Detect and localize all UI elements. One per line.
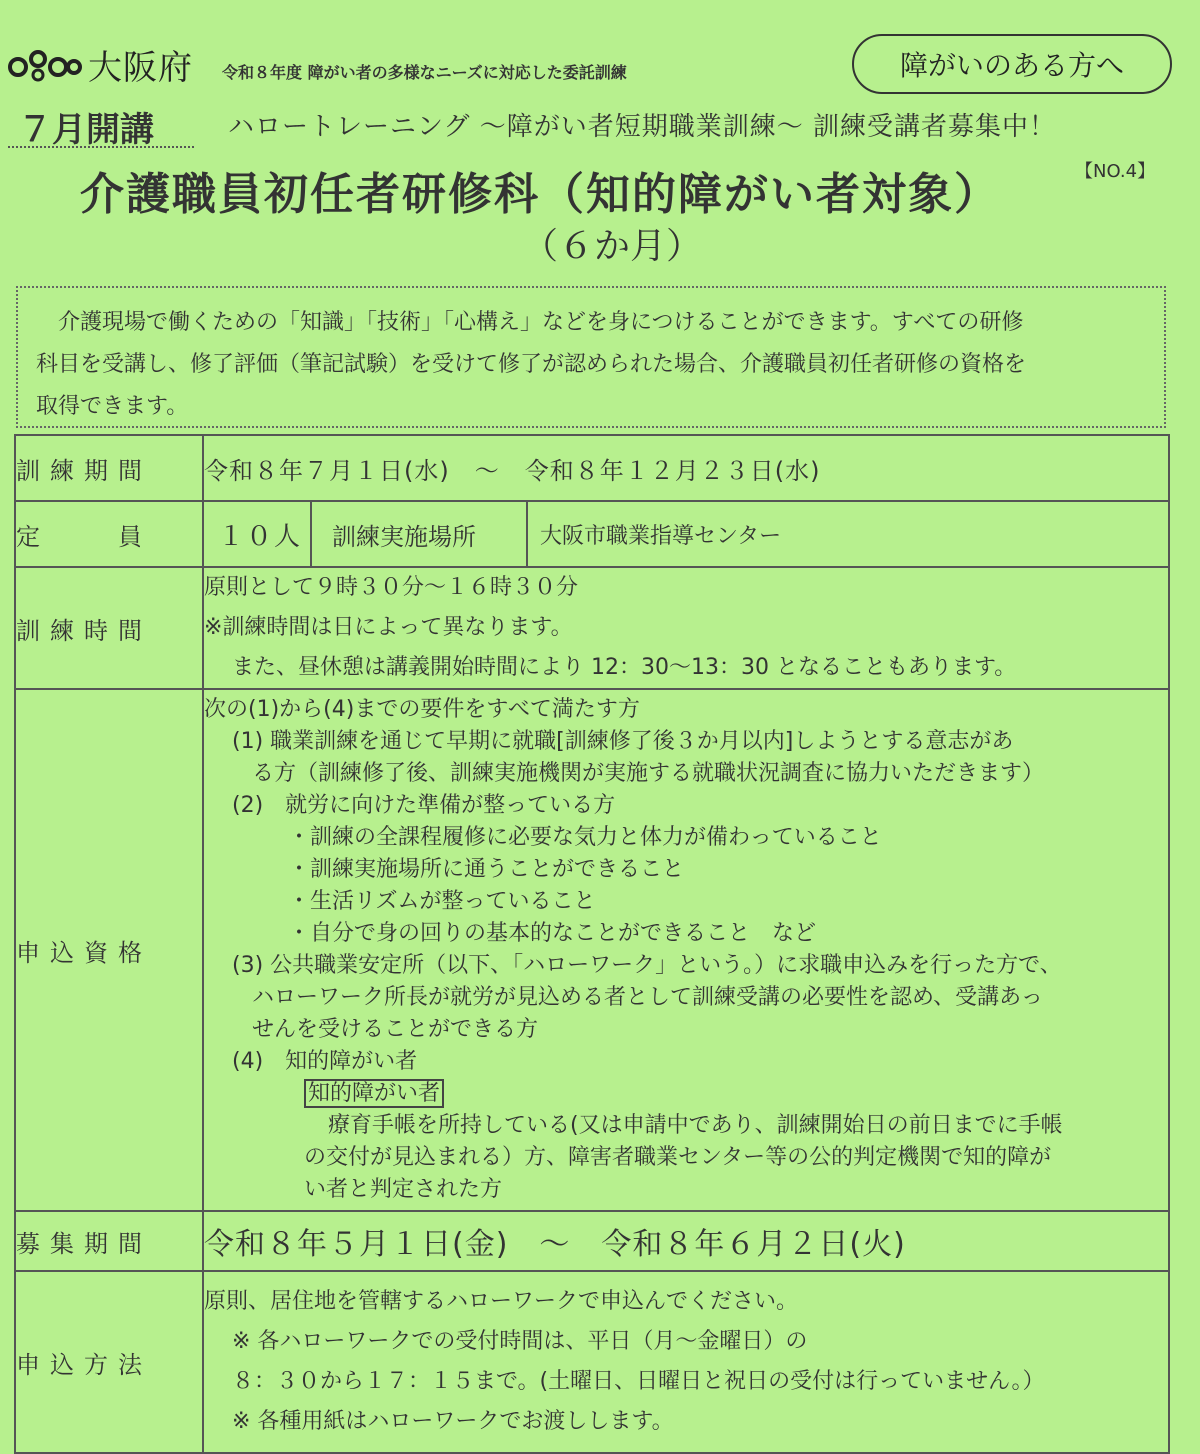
application-line-2: ※ 各ハローワークでの受付時間は、平日（月～金曜日）の — [232, 1329, 808, 1354]
training-hours-line-2: ※訓練時間は日によって異なります。 — [204, 615, 573, 640]
org-name: 大阪府 — [88, 48, 193, 88]
eligibility-definition-title: 知的障がい者 — [304, 1079, 444, 1108]
application-line-1: 原則、居住地を管轄するハローワークで申込んでください。 — [204, 1289, 799, 1314]
eligibility-bullet-1: ・訓練の全課程履修に必要な気力と体力が備わっていること — [288, 825, 882, 850]
course-info-table — [14, 434, 1170, 1454]
eligibility-cell — [203, 689, 1169, 1211]
training-hours-label: 訓練時間 — [15, 567, 203, 689]
eligibility-bullet-4: ・自分で身の回りの基本的なことができること など — [288, 921, 817, 946]
row-capacity — [15, 501, 1169, 567]
eligibility-definition-c: い者と判定された方 — [304, 1177, 503, 1202]
recruitment-period-label: 募集期間 — [15, 1211, 203, 1271]
training-hours-line-1: 原則として９時３０分～１６時３０分 — [204, 575, 579, 600]
osaka-prefecture-logo — [8, 40, 193, 89]
eligibility-definition-a: 療育手帳を所持している(又は申請中であり、訓練開始日の前日までに手帳 — [328, 1113, 1063, 1138]
intro-line-3: 取得できます。 — [36, 394, 189, 419]
eligibility-item-3b: ハローワーク所長が就労が見込める者として訓練受講の必要性を認め、受講あっ — [252, 985, 1043, 1010]
eligibility-item-4: (4) 知的障がい者 — [232, 1049, 418, 1074]
row-eligibility — [15, 689, 1169, 1211]
intro-line-2: 科目を受講し、修了評価（筆記試験）を受けて修了が認められた場合、介護職員初任者研修の資格を — [36, 352, 1027, 377]
eligibility-item-2: (2) 就労に向けた準備が整っている方 — [232, 793, 616, 818]
recruitment-period-value: 令和８年５月１日(金) ～ 令和８年６月２日(火) — [203, 1211, 1169, 1271]
audience-badge: 障がいのある方へ — [852, 34, 1172, 94]
application-line-4: ※ 各種用紙はハローワークでお渡しします。 — [232, 1409, 674, 1434]
capacity-label: 定 員 — [15, 501, 203, 567]
program-subtitle: 令和８年度 障がい者の多様なニーズに対応した委託訓練 — [222, 63, 627, 82]
training-place-label: 訓練実施場所 — [312, 502, 528, 566]
training-hours-line-3: また、昼休憩は講義開始時間により 12：30～13：30 となることもあります。 — [232, 655, 1017, 680]
course-number: 【NO.4】 — [1075, 161, 1156, 182]
capacity-cell — [203, 501, 1169, 567]
start-month: ７月開講 — [18, 110, 154, 150]
course-title: 介護職員初任者研修科（知的障がい者対象） — [80, 169, 1000, 220]
eligibility-definition-title-row — [204, 1078, 1168, 1110]
osaka-emblem-icon — [8, 48, 82, 82]
intro-line-1: 介護現場で働くための「知識」「技術」「心構え」などを身につけることができます。すべての研修 — [58, 310, 1024, 335]
eligibility-bullet-2: ・訓練実施場所に通うことができること — [288, 857, 685, 882]
application-method-label: 申込方法 — [15, 1271, 203, 1453]
eligibility-item-1b: る方（訓練修了後、訓練実施機関が実施する就職状況調査に協力いただきます） — [252, 761, 1045, 786]
training-hours-cell — [203, 567, 1169, 689]
training-place-value: 大阪市職業指導センター — [540, 523, 782, 549]
eligibility-label: 申込資格 — [15, 689, 203, 1211]
application-method-cell — [203, 1271, 1169, 1453]
row-training-period — [15, 435, 1169, 501]
application-line-3: ８：３０から１７：１５まで。(土曜日、日曜日と祝日の受付は行っていません。） — [232, 1369, 1045, 1394]
eligibility-item-1a: (1) 職業訓練を通じて早期に就職[訓練修了後３か月以内]しようとする意志があ — [232, 729, 1014, 754]
eligibility-bullet-3: ・生活リズムが整っていること — [288, 889, 596, 914]
intro-box — [16, 286, 1166, 428]
eligibility-item-3a: (3) 公共職業安定所（以下、「ハローワーク」という。）に求職申込みを行った方で、 — [232, 953, 1062, 978]
eligibility-definition-b: の交付が見込まれる）方、障害者職業センター等の公的判定機関で知的障が — [304, 1145, 1052, 1170]
program-line: ハロートレーニング ～障がい者短期職業訓練～ 訓練受講者募集中！ — [228, 112, 1057, 142]
capacity-value: １０人 — [204, 502, 312, 566]
eligibility-intro: 次の(1)から(4)までの要件をすべて満たす方 — [204, 697, 640, 722]
row-application-method — [15, 1271, 1169, 1453]
training-period-label: 訓練期間 — [15, 435, 203, 501]
course-duration: （６か月） — [521, 226, 702, 267]
row-recruitment-period — [15, 1211, 1169, 1271]
training-period-value: 令和８年７月１日(水) ～ 令和８年１２月２３日(水) — [203, 435, 1169, 501]
start-month-underline — [8, 146, 194, 148]
eligibility-item-3c: せんを受けることができる方 — [252, 1017, 539, 1042]
row-training-hours — [15, 567, 1169, 689]
